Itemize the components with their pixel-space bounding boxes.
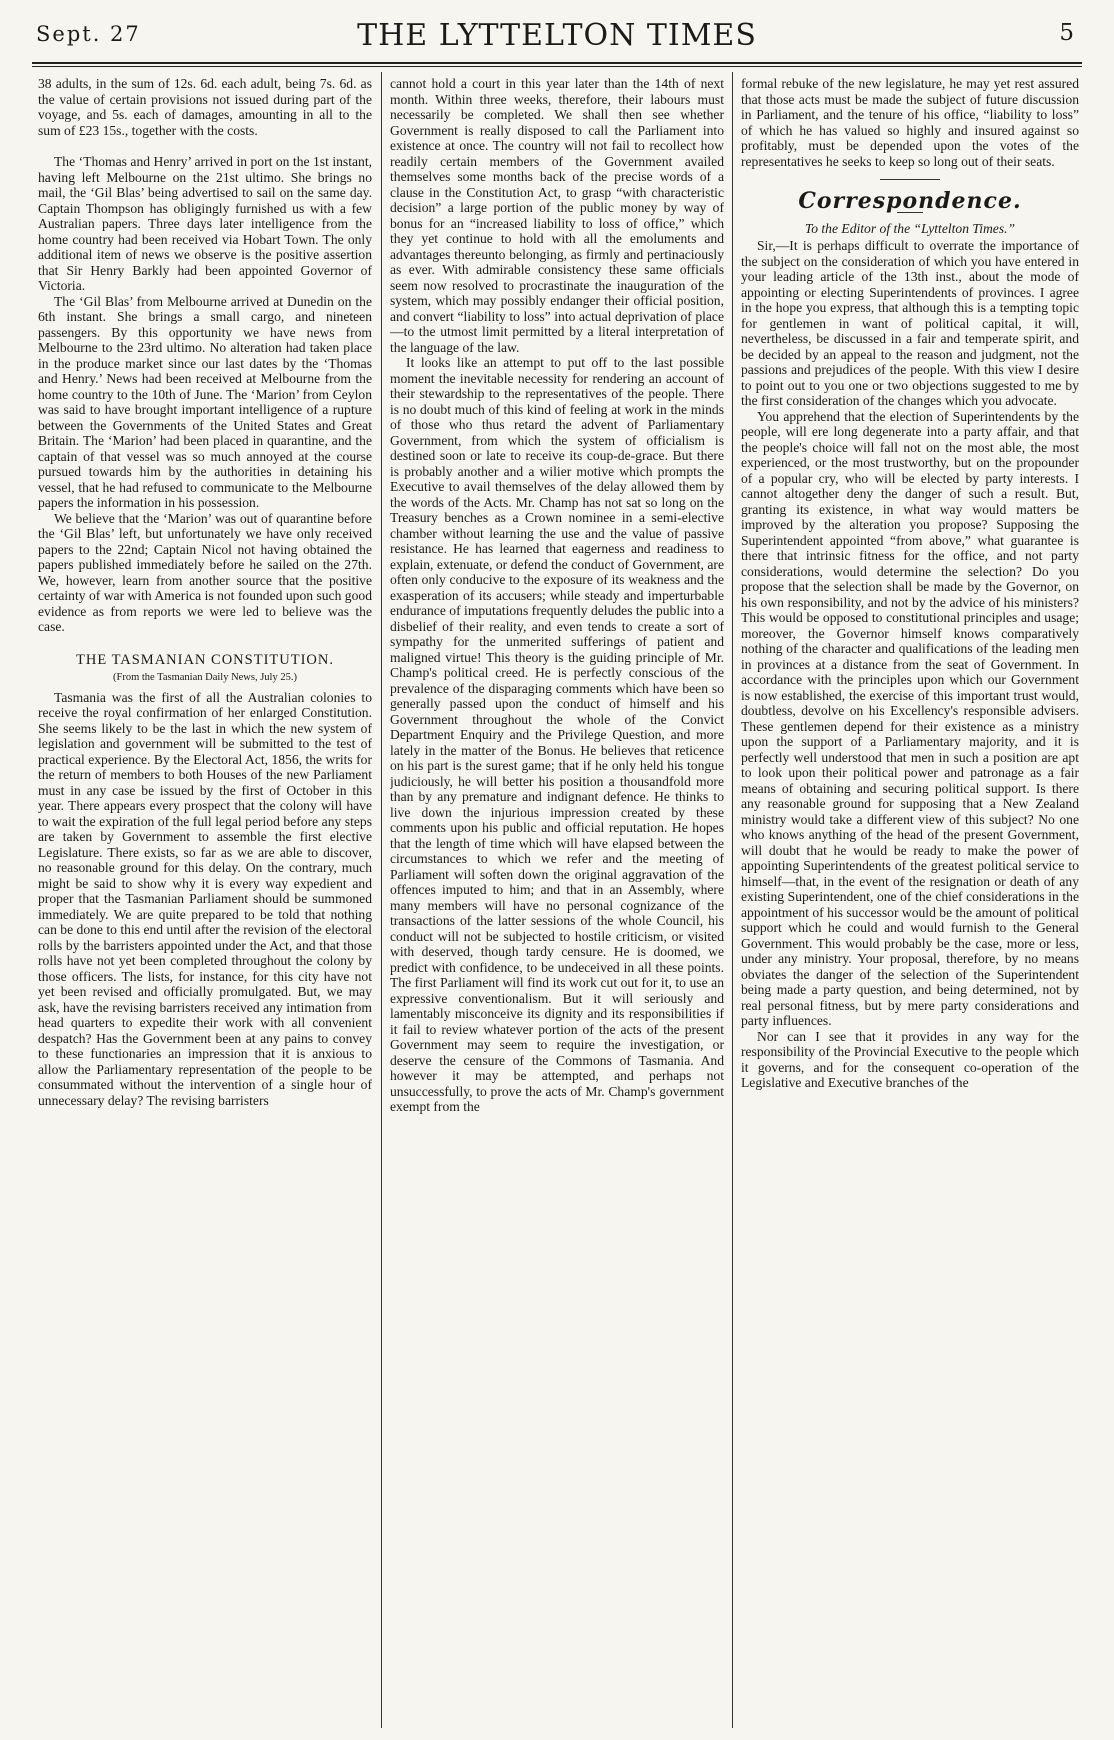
paragraph: formal rebuke of the new legislature, he may yet rest assured that those acts must be made the subject of future discussion in Parliament, and the tenure of his office, “liability to loss” of which he has valued so highly and insured against so profitably, must be depended upon the votes of the representatives he seeks to keep so long out of their seats. — [741, 76, 1079, 169]
paragraph: Nor can I see that it provides in any way for the responsibility of the Provincial Executive to the people which it governs, and for the consequent co-operation of the Legislative and Executive branches of the — [741, 1028, 1079, 1090]
paragraph: It looks like an attempt to put off to the last possible moment the inevitable necessity for rendering an account of their stewardship to the representatives of the people. There is no doubt much of this kind of feeling at work in the minds of those who thus retard the advent of Parliamentary Government, from which the system of officialism is destined soon or late to receive its coup-de-grace. But there is probably another and a wilier motive which prompts the Executive to avail themselves of the delay allowed them by the words of the Acts. Mr. Champ has not sat so long on the Treasury benches as a Crown nominee in a semi-elective chamber without learning the use and the value of passive resistance. He has learned that eagerness and readiness to explain, extenuate, or defend the conduct of Government, are often only conducive to the exposure of its weakness and the exasperation of its accusers; while steady and imperturbable endurance of imputations frequently deludes the public into a disbelief of their reality, and even tends to create a sort of sympathy for the unmerited sufferings of patient and maligned virtue! This theory is the guiding principle of Mr. Champ's political creed. He is perfectly conscious of the prevalence of the disparaging comments which have been so generally passed upon the conduct of himself and his Government throughout the whole of the Convict Department Enquiry and the Privilege Question, and more lately in the matter of the Bonus. He believes that reticence on his part is the surest game; that if he only held his tongue judiciously, he will better his position a thousandfold more than by any premature and indignant defence. He thinks to live down the injurious impression created by these comments upon his public and official reputation. He hopes that the length of time which will have elapsed between the circumstances to which we refer and the meeting of Parliament will soften down the original aggravation of the offences imputed to him; and that in an Assembly, where many members will have no personal cognizance of the transactions of the latter sessions of the whole Council, his conduct will not be subjected to hostile criticism, or visited with deserved, though tardy censure. He is doomed, we predict with confidence, to be undeceived in all these points. The first Parliament will find its work cut out for it, to use an expressive conventionalism. But it will seriously and lamentably misconceive its dignity and its responsibilities if it fail to review whatever portion of the acts of the present Government may seem to require the investigation, or deserve the censure of the Commons of Tasmania. And however it may be attempted, and perhaps not unsuccessfully, to prove the acts of Mr. Champ's government exempt from the — [390, 355, 724, 1114]
masthead — [32, 14, 1082, 58]
masthead-rule-thin — [32, 66, 1082, 67]
paragraph: The ‘Gil Blas’ from Melbourne arrived at Dunedin on the 6th instant. She brings a small cargo, and nineteen passengers. By this opportunity we have news from Melbourne to the 23rd ultimo. No alteration had taken place in the produce market since our last dates by the ‘Thomas and Henry.’ News had been received at Melbourne from the home country to the 10th of June. The ‘Marion’ from Ceylon was said to have brought important intelligence of a rupture between the Governments of the United States and Great Britain. The ‘Marion’ had been placed in quarantine, and the captain of that vessel was so much annoyed at the course pursued towards him by the authorities in detaining his vessel, that he had refused to communicate to the Melbourne papers the information in his possession. — [38, 293, 372, 510]
paragraph: We believe that the ‘Marion’ was out of quarantine before the ‘Gil Blas’ left, but unfortunately we have only received papers to the 22nd; Captain Nicol not having obtained the papers published immediately before he sailed on the 27th. We, however, learn from another source that the positive certainty of war with America is not founded upon such good evidence as from reports we were led to believe was the case. — [38, 510, 372, 634]
issue-date: Sept. 27 — [36, 22, 141, 46]
page-number: 5 — [1059, 20, 1074, 46]
paragraph: Tasmania was the first of all the Australian colonies to receive the royal confirmation of her enlarged Constitution. She seems likely to be the last in which the new system of legislation and government will be submitted to the test of practical experience. By the Electoral Act, 1856, the writs for the return of members to both Houses of the new Parliament must in any case be issued by the first of October in this year. There appears every prospect that the colony will have to wait the expiration of the full legal period before any steps are taken by Government to assemble the first elective Legislature. There exists, so far as we are able to discover, no reasonable ground for this delay. On the contrary, much might be said to show why it is every way expedient and proper that the Tasmanian Parliament should be summoned immediately. We are quite prepared to be told that nothing can be done to this end until after the revision of the electoral rolls by the barristers appointed under the Act, and that those rolls have not yet been completed throughout the colony by those officers. The lists, for instance, for this city have not yet been revised and officially promulgated. But, we may ask, have the revising barristers received any intimation from head quarters to expedite their work with all convenient despatch? Has the Government been at any pains to convey to these functionaries an impression that it is anxious to allow the Parliamentary representation of the people to be consummated without the intervention of a single hour of unnecessary delay? The revising barristers — [38, 689, 372, 1108]
section-heading: Correspondence. — [798, 188, 1022, 214]
paragraph: 38 adults, in the sum of 12s. 6d. each adult, being 7s. 6d. as the value of certain provisions not issued during part of the voyage, and 5s. each of damages, amounting in all to the sum of £23 15s., together with the costs. — [38, 76, 372, 138]
newspaper-title: THE LYTTELTON TIMES — [357, 18, 757, 53]
letter-address: To the Editor of the “Lyttelton Times.” — [804, 220, 1016, 236]
article-heading: THE TASMANIAN CONSTITUTION. — [76, 651, 334, 668]
column-1 — [38, 76, 372, 1726]
paragraph: cannot hold a court in this year later than the 14th of next month. Within three weeks, therefore, their labours must necessarily be completed. We shall then see whether Government is really disposed to call the Parliament into existence at once. The country will not fail to recollect how readily certain members of the Government availed themselves some months back of the precise words of a clause in the Constitution Act, to grasp “with characteristic decision” a large portion of the public money by way of bonus for an “increased liability to loss of office,” which they yet continue to hold with all the emoluments and advantages thereunto belonging, as firmly and pertinaciously as ever. With admirable consistency these same officials seem now resolved to procrastinate the inauguration of the system, which may possibly endanger their official position, and convert “liability to loss” into actual deprivation of place—to the utmost limit permitted by a literal interpretation of the language of the law. — [390, 76, 724, 355]
column-3 — [741, 76, 1079, 1726]
article-source: (From the Tasmanian Daily News, July 25.) — [113, 672, 297, 683]
paragraph: Sir,—It is perhaps difficult to overrate the importance of the subject on the consideration of which you have entered in your leading article of the 13th inst., about the mode of appointing or electing Superintendents of provinces. I agree in the hope you express, that although this is a tempting topic for gentlemen in want of political capital, it will, nevertheless, be discussed in a fair and temperate spirit, and be decided by an appeal to the reason and judgment, not the passions and prejudices of the people. With this view I desire to point out to you one or two objections suggested to me by the first consideration of the changes which you advocate. — [741, 238, 1079, 408]
column-divider — [381, 72, 382, 1728]
column-divider — [732, 72, 733, 1728]
section-rule — [880, 179, 940, 180]
masthead-rule — [32, 62, 1082, 64]
column-2 — [390, 76, 724, 1726]
paragraph: You apprehend that the election of Superintendents by the people, will ere long degenerate into a party affair, and that the people's choice will fall not on the most able, the most experienced, or the most trustworthy, but on the propounder of a popular cry, who will be elected by party interests. I cannot altogether deny the danger of such a result. But, granting its existence, in what way would matters be improved by the alteration you propose? Supposing the Superintendent appointed “from above,” what guarantee is there that intrinsic fitness for the office, and not party considerations, would determine the selection? Do you propose that the selection shall be made by the Governor, on his own responsibility, and not by the advice of his ministers? This would be opposed to constitutional principles and usage; moreover, the Governor himself knows comparatively nothing of the character and qualifications of the leading men in provinces at a distance from the seat of Government. In accordance with the principles upon which our Government is now established, the exercise of this important trust would, doubtless, devolve on his Excellency's responsible advisers. These gentlemen depend for their existence as a ministry upon the support of a Parliamentary majority, and it is perfectly well understood that men in such a position are apt to look upon their political power and patronage as a fair means of obtaining and securing political support. Is there any reasonable ground for supposing that a New Zealand ministry would take a different view of this subject? No one who knows anything of the head of the present Government, will doubt that he would be ready to make the power of appointing Superintendents of the greatest political service to himself—that, in the event of the resignation or death of any existing Superintendent, one of the chief considerations in the appointment of his successor would be the amount of political support which he could and would furnish to the General Government. This would probably be the case, more or less, under any ministry. Your proposal, therefore, by no means obviates the danger of the selection of the Superintendent being made a party question, and being determined, not by real personal fitness, but by mere party considerations and party influences. — [741, 408, 1079, 1028]
paragraph: The ‘Thomas and Henry’ arrived in port on the 1st instant, having left Melbourne on the 21st ultimo. She brings no mail, the ‘Gil Blas’ being advertised to sail on the same day. Captain Thompson has obligingly furnished us with a few Australian papers. Three days later intelligence from the home country had been received via Hobart Town. The only additional item of news we observe is the positive assertion that Sir Henry Barkly had been appointed Governor of Victoria. — [38, 154, 372, 293]
